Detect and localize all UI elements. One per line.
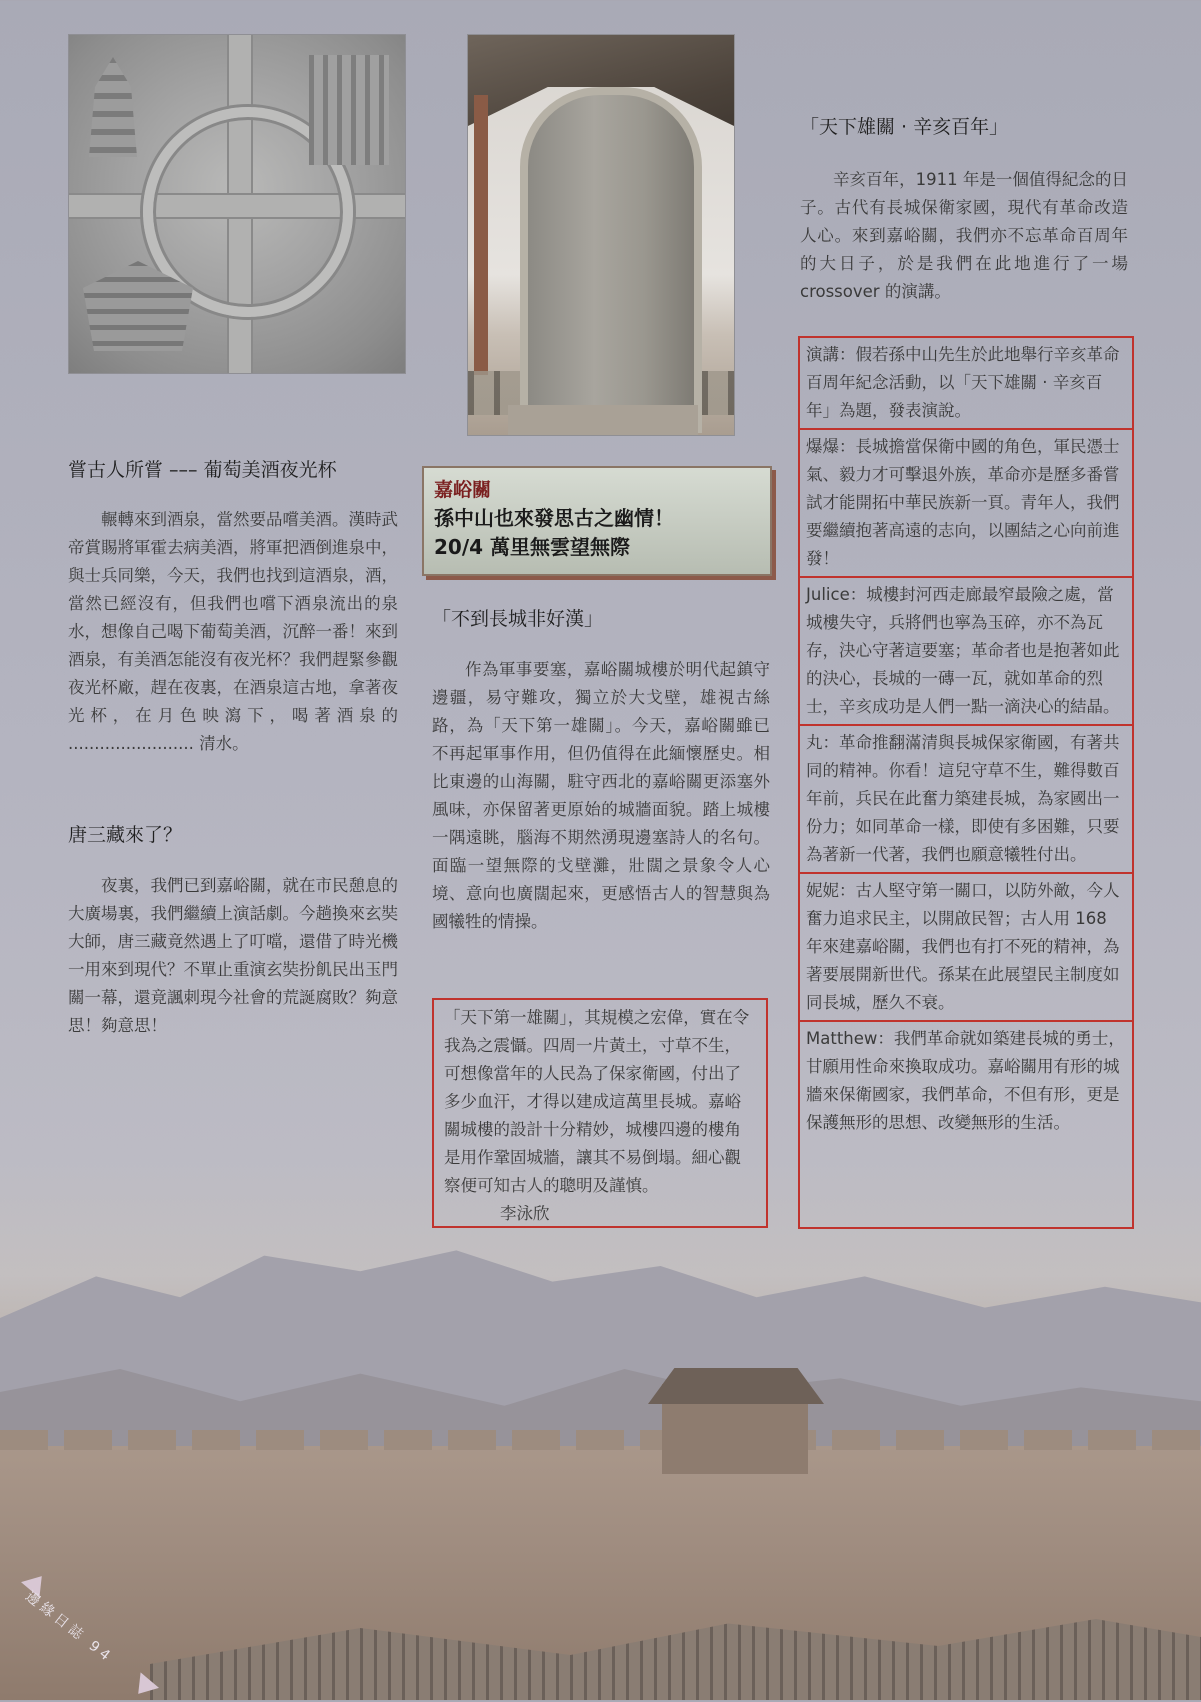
wall-article-title: 「不到長城非好漢」 xyxy=(432,608,604,630)
speech-item xyxy=(800,874,1132,1022)
feature-headline: 孫中山也來發思古之幽情！ xyxy=(434,506,674,530)
xinhai-article-body: 辛亥百年，1911 年是一個值得紀念的日子。古代有長城保衛家國，現代有革命改造人心。來到嘉峪關，我們亦不忘革命百周年的大日子，於是我們在此地進行了一場 crossover 的演講。 xyxy=(800,170,1128,301)
speech-text: 革命推翻滿清與長城保家衛國，有著共同的精神。你看！這兒守草不生，難得數百年前，兵民在此奮力築建長城，為家國出一份力；如同革命一樣，即使有多困難，只要為著新一代著，我們也願意犧牲付出。 xyxy=(806,733,1120,864)
speech-speaker: 爆爆： xyxy=(806,437,856,456)
speech-speaker: Julice： xyxy=(806,585,867,604)
speech-speaker: Matthew： xyxy=(806,1029,894,1048)
speech-item xyxy=(800,726,1132,874)
stone-seal-photo xyxy=(68,34,406,374)
feature-title-box xyxy=(422,466,772,576)
feature-place: 嘉峪關 xyxy=(434,479,492,501)
stele-base xyxy=(508,405,698,435)
speech-text: 假若孫中山先生於此地舉行辛亥革命百周年紀念活動，以「天下雄關 ‧ 辛亥百年」為題，發表演說。 xyxy=(806,345,1120,420)
speech-speaker: 丸： xyxy=(806,733,839,752)
speech-speaker: 演講： xyxy=(806,345,856,364)
tang-article-body: 夜裏，我們已到嘉峪關，就在市民憩息的大廣場裏，我們繼續上演話劇。今趟換來玄奘大師，唐三藏竟然遇上了叮噹，還借了時光機一用來到現代？不單止重演玄奘扮飢民出玉門關一幕，還竟諷刺現今社會的荒誕腐敗？夠意思！夠意思！ xyxy=(68,876,398,1035)
speech-text: 城樓封河西走廊最窄最險之處，當城樓失守，兵將們也寧為玉碎，亦不為瓦存，決心守著這要塞；革命者也是抱著如此的決心，長城的一磚一瓦，就如革命的烈士，辛亥成功是人們一點一滴決心的結晶。 xyxy=(806,585,1120,716)
page-footer-mark xyxy=(0,1560,160,1700)
gate-tower-roof xyxy=(648,1368,824,1404)
pavilion-pillar xyxy=(474,95,488,375)
speech-item xyxy=(800,430,1132,578)
wall-battlements xyxy=(0,1430,1201,1450)
tang-article-title: 唐三藏來了？ xyxy=(68,824,183,846)
wine-article-body: 輾轉來到酒泉，當然要品嚐美酒。漢時武帝賞賜將軍霍去病美酒，將軍把酒倒進泉中，與士兵同樂，今天，我們也找到這酒泉，酒，當然已經沒有，但我們也嚐下酒泉流出的泉水，想像自己喝下葡萄美酒，沉醉一番！來到酒泉，有美酒怎能沒有夜光杯？我們趕緊參觀夜光杯廠，趕在夜裏，在酒泉這古地，拿著夜光杯，在月色映瀉下，喝著酒泉的 ........................ 清水。 xyxy=(68,510,398,753)
speech-item xyxy=(800,578,1132,726)
quote-author: 李泳欣 xyxy=(500,1204,550,1223)
speech-item xyxy=(800,338,1132,430)
carved-pagoda xyxy=(83,57,143,157)
fortress-landscape-photo xyxy=(0,1240,1201,1700)
stele-stone xyxy=(520,87,702,433)
speech-text: 古人堅守第一關口，以防外敵，今人奮力追求民主，以開啟民智；古人用 168 年來建嘉峪關，我們也有打不死的精神，為著要展開新世代。孫某在此展望民主制度如同長城，歷久不衰。 xyxy=(806,881,1120,1012)
feature-date-line: 20/4 萬里無雲望無際 xyxy=(434,535,631,559)
triangle-icon xyxy=(129,1672,159,1701)
speech-speaker: 妮妮： xyxy=(806,881,856,900)
stone-stele-photo xyxy=(467,34,735,436)
wine-article-title: 嘗古人所嘗 ––– 葡萄美酒夜光杯 xyxy=(68,459,337,481)
quote-text: 「天下第一雄關」，其規模之宏偉，實在令我為之震懾。四周一片黃土，寸草不生，可想像當年的人民為了保家衛國，付出了多少血汗，才得以建成這萬里長城。嘉峪關城樓的設計十分精妙，城樓四邊的樓角是用作鞏固城牆，讓其不易倒塌。細心觀察便可知古人的聰明及謹慎。 xyxy=(444,1008,750,1195)
speech-text: 長城擔當保衛中國的角色，軍民憑士氣、毅力才可擊退外族，革命亦是歷多番嘗試才能開拓中華民族新一頁。青年人，我們要繼續抱著高遠的志向，以團結之心向前進發！ xyxy=(806,437,1120,568)
wall-article-body: 作為軍事要塞，嘉峪關城樓於明代起鎮守邊疆，易守難攻，獨立於大戈壁，雄視古絲路，為「天下第一雄關」。今天，嘉峪關雖已不再起軍事作用，但仍值得在此緬懷歷史。相比東邊的山海關，駐守西北的嘉峪關更添塞外風味，亦保留著更原始的城牆面貌。踏上城樓一隅遠眺，腦海不期然湧現邊塞詩人的名句。面臨一望無際的戈壁灘，壯闊之景象令人心境、意向也廣闊起來，更感悟古人的智慧與為國犧牲的情操。 xyxy=(432,660,770,931)
carved-tower xyxy=(309,55,389,165)
speech-item xyxy=(800,1022,1132,1140)
footer-text: 邊緣日誌 94 xyxy=(22,1588,116,1667)
xinhai-article-title: 「天下雄關 ‧ 辛亥百年」 xyxy=(800,116,1009,138)
speech-box xyxy=(798,336,1134,1229)
speech-text: 我們革命就如築建長城的勇士，甘願用性命來換取成功。嘉峪關用有形的城牆來保衛國家，我們革命，不但有形，更是保護無形的思想、改變無形的生活。 xyxy=(806,1029,1125,1132)
quote-box xyxy=(432,998,768,1228)
